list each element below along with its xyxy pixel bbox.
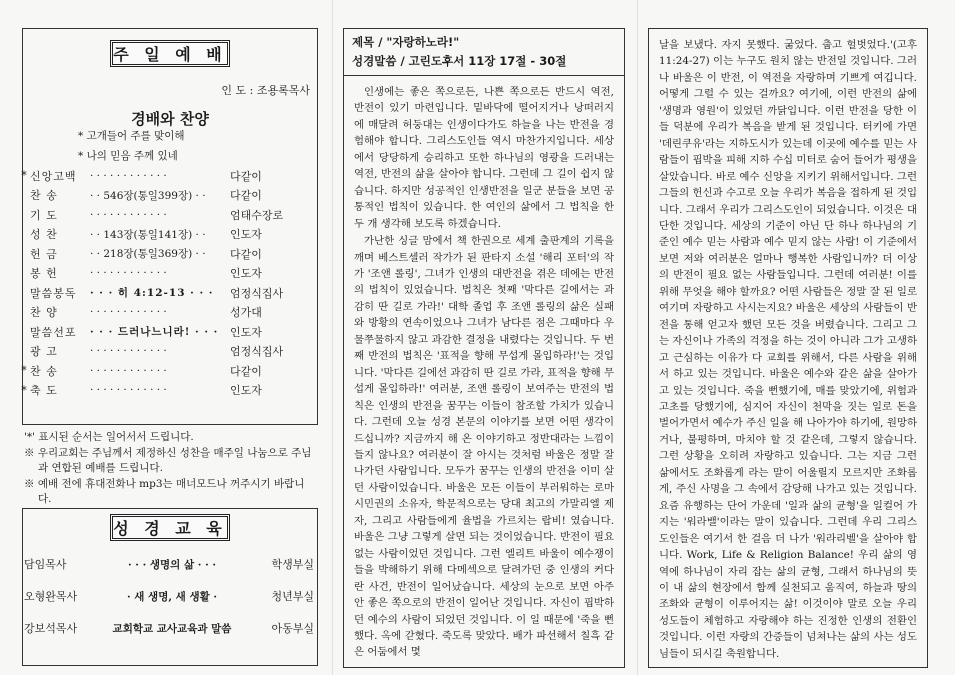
service-item-content: · · · · · · · · · · · · [90,345,167,358]
service-row [18,303,318,323]
room: 아동부실 [271,622,314,635]
praise-song-1: * 고개들어 주를 맞이해 [78,130,185,142]
service-item-person: 다같이 [230,364,262,378]
service-item-person: 인도자 [230,384,262,398]
education-title: 성 경 교 육 [110,514,230,541]
service-item-name: 축 도 [30,384,58,398]
service-item-content: · · · · · · · · · · · · [90,384,167,397]
education-row [24,556,314,572]
officiant: 인 도 : 조용록목사 [221,84,310,97]
service-row [18,205,318,225]
service-item-content: · · · · · · · · · · · · [90,169,167,182]
standing-mark: * [21,364,27,378]
service-row [18,322,318,342]
service-item-name: 신앙고백 [30,169,77,183]
sermon-text-middle [344,76,624,661]
service-item-content: · · · · · · · · · · · · [90,208,167,221]
course: · · · 생명의 삶 · · · [127,558,217,571]
sermon-header [344,29,624,76]
service-item-content: · · · · · · · · · · · · [90,306,167,319]
teacher: 오형완목사 [24,590,78,603]
sermon-scripture: 성경말씀 / 고린도후서 11장 17절 - 30절 [352,54,567,68]
room: 학생부실 [271,558,314,571]
standing-mark: * [21,169,27,183]
fold-line-right [637,0,638,675]
service-item-name: 기 도 [30,208,58,222]
service-row [18,283,318,303]
course: 교회학교 교사교육과 말씀 [112,622,232,635]
service-item-content: · · · · · · · · · · · · [90,364,167,377]
service-item-person: 다같이 [230,247,262,261]
service-item-name: 봉 헌 [30,267,58,281]
service-item-person: 다같이 [230,169,262,183]
note-standing: '*' 표시된 순서는 일어서서 드립니다. [24,431,194,443]
service-item-content: · · · 히 4:12-13 · · · [90,287,214,300]
note-phone: ※ 예배 전에 휴대전화나 mp3는 매너모드나 꺼주시기 바랍니다. [24,477,305,505]
service-item-person: 엄태수장로 [230,208,284,222]
service-item-name: 성 찬 [30,228,58,242]
service-item-person: 인도자 [230,228,262,242]
service-item-person: 다같이 [230,189,262,203]
sermon-text-right [649,29,927,662]
worship-panel [18,28,318,666]
service-item-content: · · 218장(통일369장) · · [90,248,206,261]
praise-heading: 경배와 찬양 [131,110,209,128]
service-item-name: 말씀선포 [30,325,77,339]
standing-mark: * [21,383,27,397]
education-row [24,620,314,636]
sermon-title: 제목 / "자랑하노라!" [352,35,460,49]
service-item-content: · · · · · · · · · · · · [90,267,167,280]
course: · 새 생명, 새 생활 · [126,590,218,603]
service-row [18,244,318,264]
fold-line-left [332,0,333,675]
service-item-content: · · 143장(통일141장) · · [90,228,206,241]
sermon-paragraph: 가난한 싱글 맘에서 책 한권으로 세계 출판계의 기록을 깨며 베스트셀러 작가가 된 판타지 소설 '해리 포터'의 작가 '조앤 롤링', 그녀가 인생의 대반전을 겪은 데에는 반전의 법칙이 있었습니다. 법칙은 첫째 '막다른 길에서는 과감히 딴 길로 가라!' 대학 졸업 후 조앤 롤링의 삶은 실패와 방황의 연속이었으나 그녀가 남다른 점은 그때마다 우물쭈물하지 않고 과감한 결정을 내렸다는 것입니다. 두 번째 반전의 법칙은 '표적을 향해 무섭게 몰입하라!'는 것입니다. '막다른 길에선 과감히 딴 길로 가라, 표적을 향해 무섭게 몰입하라!' 여러분, 조앤 롤링이 보여주는 반전의 법칙은 인생의 반전을 꿈꾸는 이들이 참조할 가치가 있습니다. 그런데 오늘 성경 본문의 이야기를 보면 어떤 생각이 드십니까? 지금까지 해 온 이야기하고 정반대라는 느낌이 들지 않나요? 여러분이 잘 아시는 것처럼 바울은 정말 잘 나가던 사람입니다. 모두가 꿈꾸는 인생의 반전을 이미 살던 사람이었습니다. 바울은 모든 이들이 부러워하는 로마시민권의 소유자, 학문적으로는 당대 최고의 가말리엘 제자, 그리고 사람들에게 율법을 가르치는 랍비! 였습니다. 바울은 그냥 그렇게 살면 되는 것이었습니다. 반전이 필요 없는 사람이었던 것입니다. 그런 엘리트 바울이 예수쟁이들을 박해하기 위해 다메섹으로 달려가던 중 인생의 커다란 사건, 반전이 일어났습니다. 세상의 눈으로 보면 아주 안 좋은 쪽으로의 반전이 일어난 것입니다. 자신이 핍박하던 예수의 사람이 되었던 것입니다. 이 일 때문에 '죽을 뻔 했다. 옥에 갇혔다. 죽도록 맞았다. 배가 파선해서 칠흑 같은 어둠에서 몇 [354,235,615,659]
sermon-panel [343,28,625,668]
sermon-paragraph: 날을 보냈다. 자지 못했다. 굶었다. 춥고 헐벗었다.'(고후 11:24-27) 이는 누구도 원치 않는 반전일 것입니다. 그러나 바울은 이 반전, 이 역전을 자랑하며 기쁘게 여깁니다. 어떻게 그럴 수 있는 걸까요? 여기에, 이런 반전의 삶에 '생명과 영원'이 있었던 까닭입니다. 이런 반전을 당한 이들 덕분에 우리가 복음을 받게 된 것입니다. 터키에 가면 '데린쿠유'라는 지하도시가 있는데 이곳에 예수를 믿는 사람들이 핍박을 피해 지하 수십 미터로 숨어 들어가 평생을 살았습니다. 바로 예수 신앙을 지키기 위해서입니다. 그런 그들의 헌신과 수고로 오늘 우리가 복음을 접하게 된 것입니다. 그래서 우리가 그리스도인이 되었습니다. 이것은 대단한 것입니다. 세상의 기준이 아닌 단 하나 하나님의 기준인 예수 믿는 사람과 예수 믿지 않는 사람! 이 기준에서 보면 저와 여러분은 얼마나 행복한 사람입니까? 더 이상의 반전이 필요 없는 사람들입니다. 그런데 여러분! 이를 위해 무엇을 해야 할까요? 어떤 사람들은 정말 잘 된 일로 여기며 자랑하고 사시는지요? 바울은 세상의 사람들이 반전을 통해 얻고자 했던 모든 것을 버렸습니다. 그리고 그는 자신이나 가족의 걱정을 하는 것이 아니라 그가 고생하고 근심하는 이유가 다 교회를 위해서, 다른 사람을 위해서 하고 있는 것입니다. 바울은 예수와 같은 삶을 살아가고 있는 것입니다. 죽을 뻔했기에, 매를 맞았기에, 위험과 고초를 당했기에, 심지어 자신이 천막을 짓는 일로 돈을 벌어가면서 예수가 주신 일을 해 나아가야 하기에, 원망하거나, 불평하며, 마치야 할 것 같은데, 그렇지 않습니다. 그런 상황을 오히려 자랑하고 있습니다. 그는 지금 그런 삶에서도 조화롭게 라는 말이 어울릴지 모르지만 조화롭게, 주신 사명을 그 속에서 감당해 나가고 있는 것입니다. 요즘 유행하는 단어 가운데 '일과 삶의 균형'을 일컬어 가지는 '워라밸'이라는 말이 있습니다. 그런데 우리 그리스도인들은 여기서 한 걸음 더 나가 '워라리벨'을 살아야 합니다. Work, Life & Religion Balance! 우리 삶의 영역에 하나님이 자리 잡는 삶의 균형, 그래서 하나님의 뜻이 내 삶의 현장에서 함께 실천되고 움직여, 하늘과 땅의 조화와 균형이 이루어지는 삶! 이것이야 말로 오늘 우리 성도들이 체험하고 자랑해야 하는 진정한 인생의 전환인 것입니다. 이런 자랑의 간증들이 넘쳐나는 삶의 사는 성도님들이 되시길 축원합니다. [659,39,917,660]
praise-song-2: * 나의 믿음 주께 있네 [78,150,178,162]
service-item-content: · · · 드러나느니라! · · · [90,326,219,339]
worship-title: 주 일 예 배 [110,40,230,67]
service-item-person: 인도자 [230,325,262,339]
service-item-name: 찬 송 [30,189,58,203]
service-row [18,264,318,284]
room: 청년부실 [271,590,314,603]
teacher: 담임목사 [24,558,67,571]
service-row [18,361,318,381]
service-item-content: · · 546장(통일399장) · · [90,189,206,202]
service-row [18,225,318,245]
education-list [24,556,314,652]
service-item-person: 인도자 [230,267,262,281]
teacher: 강보석목사 [24,622,78,635]
worship-notes [24,430,316,508]
service-item-name: 찬 양 [30,306,58,320]
service-item-person: 엄정식집사 [230,345,284,359]
sermon-continued-panel [648,28,928,668]
service-row [18,381,318,401]
note-communion: ※ 우리교회는 주님께서 제정하신 성찬을 매주일 나눔으로 주님과 연합된 예배를 드립니다. [24,446,312,474]
service-item-name: 말씀봉독 [30,286,77,300]
service-item-person: 엄정식집사 [230,286,284,300]
order-of-service [18,166,318,400]
education-row [24,588,314,604]
service-row [18,342,318,362]
service-row [18,166,318,186]
service-row [18,186,318,206]
service-item-person: 성가대 [230,306,262,320]
sermon-paragraph: 인생에는 좋은 쪽으로든, 나쁜 쪽으로든 반드시 역전, 반전이 있기 마련입니다. 밑바닥에 떨어지거나 낭떠러지에 매달려 허둥대는 인생이다가도 하늘을 나는 반전을 경험해야 합니다. 그리스도인들 역시 마찬가지입니다. 세상에서 당당하게 승리하고 또한 하나님의 영광을 드러내는 역전, 반전의 삶을 살아야 합니다. 그런데 그 길이 쉽지 않습니다. 하지만 성공적인 인생반전을 일군 분들을 보면 공통적인 법칙이 있습니다. 한 여인의 삶에서 그 법칙을 한두 개 생각해 보도록 하겠습니다. [354,86,614,230]
service-item-name: 헌 금 [30,247,58,261]
service-item-name: 광 고 [30,345,58,359]
service-item-name: 찬 송 [30,364,58,378]
